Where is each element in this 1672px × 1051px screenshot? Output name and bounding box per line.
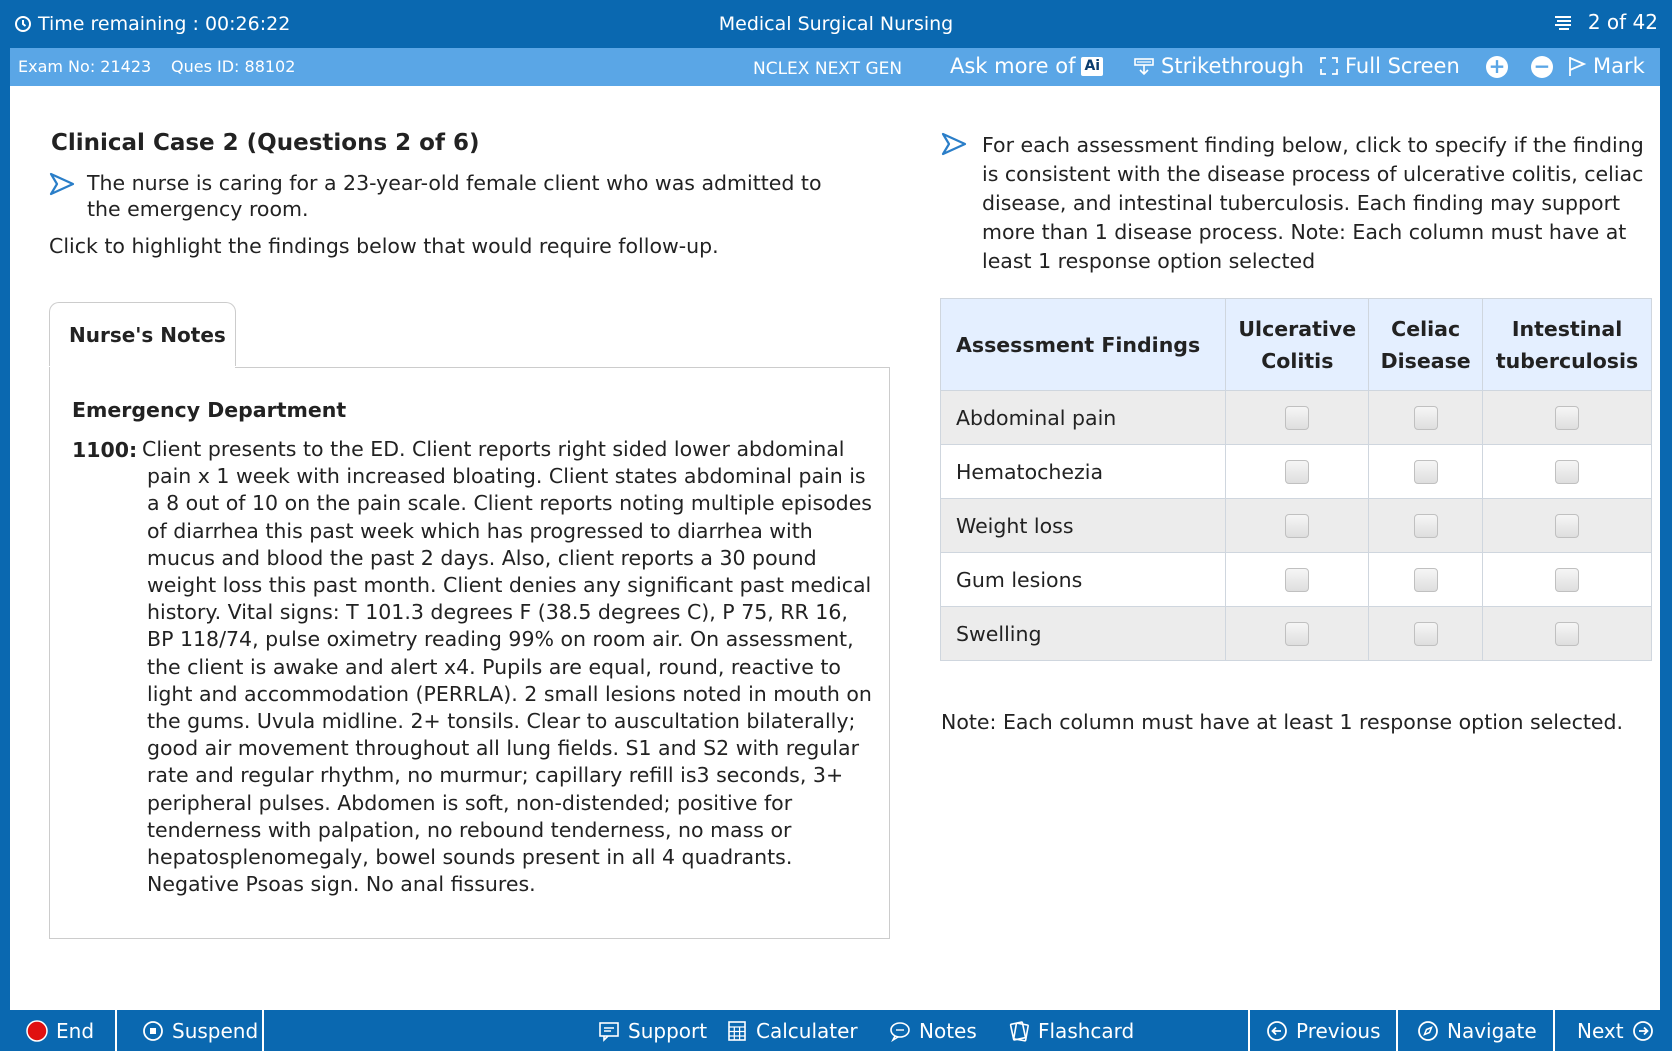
toolbar — [10, 48, 1660, 86]
table-row — [941, 445, 1652, 499]
question-counter — [1552, 10, 1658, 34]
checkbox-ulcerative-colitis[interactable] — [1285, 568, 1309, 592]
previous-button[interactable] — [1266, 1010, 1381, 1051]
full-screen-button[interactable] — [1319, 54, 1460, 78]
finding-label: Gum lesions — [941, 553, 1226, 607]
strikethrough-label: Strikethrough — [1161, 54, 1304, 78]
checkbox-celiac-disease[interactable] — [1414, 568, 1438, 592]
mark-label: Mark — [1593, 54, 1645, 78]
next-button[interactable] — [1577, 1010, 1654, 1051]
stop-icon — [26, 1020, 48, 1042]
full-screen-label: Full Screen — [1345, 54, 1460, 78]
support-icon — [598, 1020, 620, 1042]
exam-number: Exam No: 21423 — [18, 57, 152, 76]
flashcard-icon — [1008, 1020, 1030, 1042]
matrix-note: Note: Each column must have at least 1 response option selected. — [941, 710, 1624, 734]
clock-icon — [14, 15, 32, 33]
suspend-button[interactable] — [142, 1010, 258, 1051]
checkbox-celiac-disease[interactable] — [1414, 460, 1438, 484]
calculator-button[interactable] — [726, 1010, 858, 1051]
checkbox-intestinal-tuberculosis[interactable] — [1555, 622, 1579, 646]
expand-icon — [1319, 56, 1339, 76]
strikethrough-button[interactable] — [1133, 54, 1304, 78]
flag-icon — [1567, 55, 1587, 77]
column-header: Celiac Disease — [1369, 299, 1483, 391]
column-header: Intestinal tuberculosis — [1483, 299, 1652, 391]
list-icon[interactable] — [1552, 13, 1574, 31]
checkbox-ulcerative-colitis[interactable] — [1285, 460, 1309, 484]
notes-button[interactable] — [889, 1010, 977, 1051]
ask-ai-label: Ask more of — [950, 54, 1076, 78]
tab-nurses-notes[interactable]: Nurse's Notes — [49, 302, 236, 366]
checkbox-ulcerative-colitis[interactable] — [1285, 514, 1309, 538]
checkbox-celiac-disease[interactable] — [1414, 514, 1438, 538]
finding-label: Abdominal pain — [941, 391, 1226, 445]
pause-icon — [142, 1020, 164, 1042]
note-time: 1100: — [72, 438, 138, 462]
arrow-pointer-icon — [941, 131, 967, 157]
end-label: End — [56, 1018, 95, 1043]
main-content — [10, 86, 1660, 1010]
arrow-left-icon — [1266, 1020, 1288, 1042]
checkbox-celiac-disease[interactable] — [1414, 622, 1438, 646]
checkbox-ulcerative-colitis[interactable] — [1285, 622, 1309, 646]
divider — [1553, 1010, 1555, 1051]
table-row — [941, 391, 1652, 445]
top-bar — [0, 0, 1672, 48]
page-title: Medical Surgical Nursing — [718, 13, 954, 35]
assessment-matrix — [940, 298, 1652, 661]
arrow-pointer-icon — [49, 171, 75, 197]
table-row — [941, 499, 1652, 553]
strikethrough-icon — [1133, 56, 1155, 76]
calculator-icon — [726, 1020, 748, 1042]
next-label: Next — [1577, 1018, 1624, 1043]
divider — [262, 1010, 264, 1051]
zoom-out-icon[interactable]: − — [1531, 56, 1553, 78]
navigate-label: Navigate — [1447, 1018, 1537, 1043]
checkbox-intestinal-tuberculosis[interactable] — [1555, 514, 1579, 538]
checkbox-intestinal-tuberculosis[interactable] — [1555, 460, 1579, 484]
question-id: Ques ID: 88102 — [171, 57, 296, 76]
calculator-label: Calculater — [756, 1018, 858, 1043]
bottom-bar — [0, 1010, 1672, 1051]
arrow-right-icon — [1632, 1020, 1654, 1042]
exam-type-label: NCLEX NEXT GEN — [753, 59, 903, 79]
previous-label: Previous — [1296, 1018, 1381, 1043]
zoom-in-icon[interactable]: + — [1486, 56, 1508, 78]
navigate-button[interactable] — [1417, 1010, 1537, 1051]
support-button[interactable] — [598, 1010, 707, 1051]
compass-icon — [1417, 1020, 1439, 1042]
chat-icon — [889, 1020, 911, 1042]
finding-label: Swelling — [941, 607, 1226, 661]
checkbox-celiac-disease[interactable] — [1414, 406, 1438, 430]
timer — [14, 13, 290, 35]
flashcard-button[interactable] — [1008, 1010, 1134, 1051]
table-row — [941, 607, 1652, 661]
notes-label: Notes — [919, 1018, 977, 1043]
suspend-label: Suspend — [172, 1018, 259, 1043]
timer-label: Time remaining : 00:26:22 — [38, 13, 291, 35]
divider — [115, 1010, 117, 1051]
finding-label: Hematochezia — [941, 445, 1226, 499]
divider — [1248, 1010, 1250, 1051]
note-text[interactable]: Client presents to the ED. Client reports right sided lower abdominal pain x 1 week with increased bloating. Client states abdominal pain is a 8 out of 10 on the pain scale. Client reports noting multiple episodes of diarrhea this past week which has progressed to diarrhea with mucus and blood the past 2 days. Also, client reports a 30 pound weight loss this past month. Client denies any significant past medical history. Vital signs: T 101.3 degrees F (38.5 degrees C), P 75, RR 16, BP 118/74, pulse oximetry reading 99% on room air. On assessment, the client is awake and alert x4. Pupils are equal, round, reactive to light and accommodation (PERRLA). 2 small lesions noted in mouth on the gums. Uvula midline. 2+ tonsils. Clear to auscultation bilaterally; good air movement throughout all lung fields. S1 and S2 with regular rate and regular rhythm, no murmur; capillary refill is3 seconds, 3+ peripheral pulses. Abdomen is soft, non-distended; positive for tenderness with palpation, no rebound tenderness, no mass or hepatosplenomegaly, bowel sounds present in all 4 quadrants. Negative Psoas sign. No anal fissures. — [142, 437, 872, 897]
matrix-instructions: For each assessment finding below, click to specify if the finding is consistent with the disease process of ulcerative colitis, celiac disease, and intestinal tuberculosis. Each finding may support more than 1 disease process. Note: Each column must have at least 1 response option selected — [982, 133, 1644, 273]
end-button[interactable] — [26, 1010, 94, 1051]
mark-button[interactable] — [1567, 54, 1645, 78]
case-intro: The nurse is caring for a 23-year-old female client who was admitted to the emergency room. — [87, 171, 822, 221]
question-instruction: Click to highlight the findings below that would require follow-up. — [49, 234, 719, 258]
flashcard-label: Flashcard — [1038, 1018, 1135, 1043]
column-header: Ulcerative Colitis — [1226, 299, 1369, 391]
checkbox-ulcerative-colitis[interactable] — [1285, 406, 1309, 430]
question-counter-label: 2 of 42 — [1587, 10, 1658, 34]
case-title: Clinical Case 2 (Questions 2 of 6) — [51, 130, 480, 156]
ai-icon: Ai — [1081, 57, 1103, 76]
table-row — [941, 553, 1652, 607]
notes-section-title: Emergency Department — [72, 398, 347, 422]
finding-label: Weight loss — [941, 499, 1226, 553]
checkbox-intestinal-tuberculosis[interactable] — [1555, 406, 1579, 430]
checkbox-intestinal-tuberculosis[interactable] — [1555, 568, 1579, 592]
column-header: Assessment Findings — [941, 299, 1226, 391]
nurses-notes-panel — [49, 367, 890, 939]
ask-ai-button[interactable] — [950, 54, 1103, 78]
divider — [1396, 1010, 1398, 1051]
support-label: Support — [628, 1018, 708, 1043]
